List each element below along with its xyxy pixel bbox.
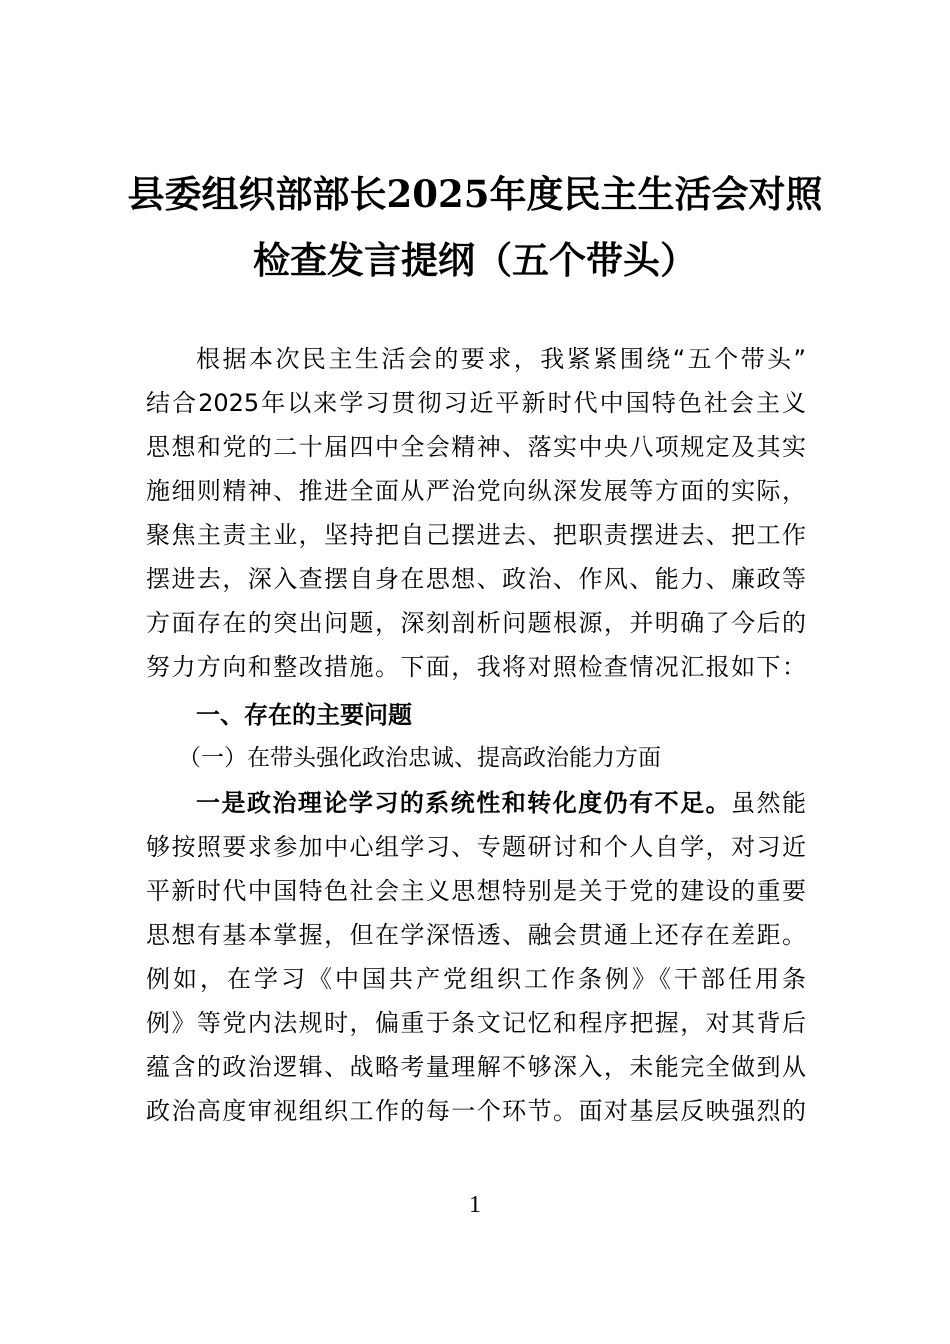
point-one-lead-tail: 虽然能 bbox=[731, 789, 807, 817]
intro-line: 聚焦主责主业，坚持把自己摆进去、把职责摆进去、把工作 bbox=[146, 521, 806, 549]
point-one-line: 例如，在学习《中国共产党组织工作条例》《干部任用条 bbox=[146, 965, 806, 993]
page-number: 1 bbox=[469, 1192, 481, 1218]
point-one-first-line bbox=[196, 788, 806, 818]
point-one-line: 例》等党内法规时，偏重于条文记忆和程序把握，对其背后 bbox=[146, 1009, 806, 1037]
intro-line: 努力方向和整改措施。下面，我将对照检查情况汇报如下： bbox=[146, 653, 806, 681]
point-one-line: 平新时代中国特色社会主义思想特别是关于党的建设的重要 bbox=[146, 877, 806, 905]
point-one-line: 思想有基本掌握，但在学深悟透、融会贯通上还存在差距。 bbox=[146, 921, 806, 949]
point-one-line: 蕴含的政治逻辑、战略考量理解不够深入，未能完全做到从 bbox=[146, 1053, 806, 1081]
point-one-line: 政治高度审视组织工作的每一个环节。面对基层反映强烈的 bbox=[146, 1097, 806, 1125]
point-one-lead: 一是政治理论学习的系统性和转化度仍有不足。 bbox=[196, 789, 732, 817]
intro-line: 思想和党的二十届四中全会精神、落实中央八项规定及其实 bbox=[146, 433, 806, 461]
document-title-line-2: 检查发言提纲（五个带头） bbox=[253, 238, 697, 282]
point-one-line: 够按照要求参加中心组学习、专题研讨和个人自学，对习近 bbox=[146, 833, 806, 861]
intro-line: 摆进去，深入查摆自身在思想、政治、作风、能力、廉政等 bbox=[146, 565, 806, 593]
intro-line: 根据本次民主生活会的要求，我紧紧围绕“五个带头” bbox=[196, 345, 806, 373]
section-heading: 一、存在的主要问题 bbox=[196, 701, 412, 729]
document-title-line-1: 县委组织部部长2025年度民主生活会对照 bbox=[127, 172, 823, 216]
subsection-heading: （一）在带头强化政治忠诚、提高政治能力方面 bbox=[178, 745, 661, 771]
intro-line: 方面存在的突出问题，深刻剖析问题根源，并明确了今后的 bbox=[146, 609, 806, 637]
intro-line: 结合2025年以来学习贯彻习近平新时代中国特色社会主义 bbox=[146, 389, 806, 417]
intro-line: 施细则精神、推进全面从严治党向纵深发展等方面的实际， bbox=[146, 477, 806, 505]
